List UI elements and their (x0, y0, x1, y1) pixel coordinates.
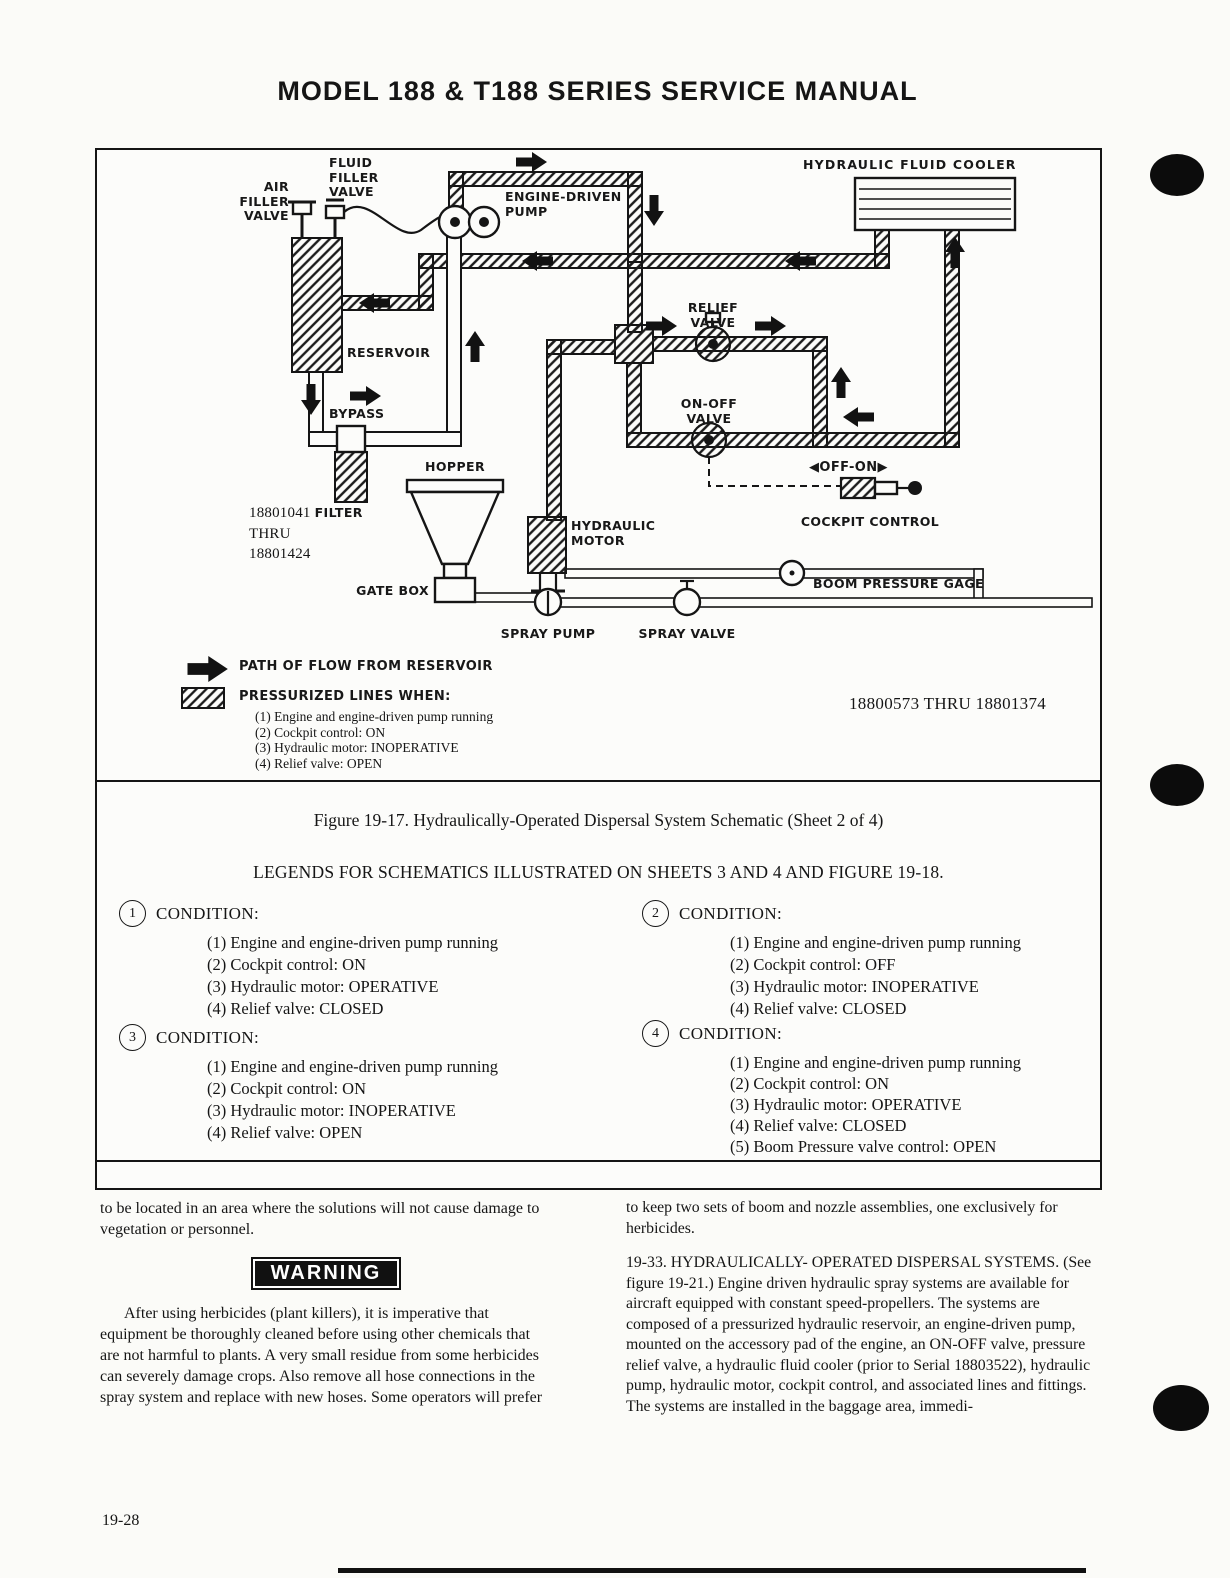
condition-item: (4) Relief valve: OPEN (207, 1123, 363, 1142)
legend-item: (1) Engine and engine-driven pump running (255, 709, 494, 724)
label-hydraulic-motor (571, 519, 655, 548)
label-line: HYDRAULIC (571, 518, 656, 533)
label-line: AIR (263, 179, 289, 194)
engine-driven-pump-shape (439, 206, 499, 238)
paragraph: to be located in an area where the solutions will not cause damage to vegetation or personnel. (100, 1200, 540, 1238)
label-on-off-valve (667, 397, 751, 426)
registration-mark (1150, 764, 1204, 806)
paragraph: 19-33. HYDRAULICALLY- OPERATED DISPERSAL SYSTEMS. (See figure 19-21.) Engine driven hydraulic spray systems are available for aircraft equipped with constant speed-propellers. The systems are composed of a pressurized hydraulic reservoir, an engine-driven pump, mounted on the accessory pad of the engine, an ON-OFF valve, pressure relief valve, a hydraulic fluid cooler (prior to Serial 18803522), hydraulic pump, hydraulic motor, cockpit control, and associated lines and fittings. The systems are installed in the baggage area, immedi- (626, 1254, 1092, 1415)
registration-mark (1150, 154, 1204, 196)
condition-item: (3) Hydraulic motor: OPERATIVE (207, 977, 439, 996)
label-hopper: HOPPER (425, 459, 485, 474)
label-boom-pressure-gage: BOOM PRESSURE GAGE (813, 576, 984, 591)
label-line: VALVE (690, 314, 736, 330)
label-line: FLUID (329, 155, 373, 170)
condition-block-1 (119, 900, 498, 1020)
label-line: ON-OFF (680, 396, 738, 411)
filter-word: FILTER (314, 505, 363, 520)
figure-legend-panel (95, 780, 1102, 1190)
bypass-shape (337, 426, 365, 452)
filter-serial-bottom: 18801424 (249, 546, 311, 562)
condition-number-badge: 3 (119, 1024, 146, 1051)
label-fluid-filler-valve (329, 156, 399, 200)
spray-valve-shape (674, 581, 700, 615)
scan-edge-artifact (338, 1568, 1086, 1573)
condition-item: (2) Cockpit control: ON (207, 1079, 367, 1098)
body-column-right (626, 1198, 1106, 1417)
condition-item: (1) Engine and engine-driven pump running (730, 933, 1021, 952)
label-air-filler-valve (223, 180, 289, 224)
condition-head (119, 900, 498, 927)
label-reservoir: RESERVOIR (347, 345, 431, 360)
condition-item: (5) Boom Pressure valve control: OPEN (730, 1137, 997, 1156)
warning-badge: WARNING (251, 1257, 402, 1290)
label-hydraulic-fluid-cooler: HYDRAULIC FLUID COOLER (803, 157, 1017, 172)
legend-path-of-flow: PATH OF FLOW FROM RESERVOIR (239, 659, 493, 674)
condition-items (730, 932, 1021, 1020)
paragraph: to keep two sets of boom and nozzle assemblies, one exclusively for herbicides. (626, 1199, 1058, 1237)
filter-serial-top: 18801041 (249, 505, 311, 521)
cockpit-control-shape (841, 478, 922, 498)
condition-items (207, 1056, 498, 1144)
legend-flow-arrow-icon (188, 656, 228, 682)
label-line: VALVE (244, 208, 289, 223)
condition-item: (2) Cockpit control: OFF (730, 955, 896, 974)
condition-head (642, 900, 1021, 927)
label-engine-driven-pump (505, 190, 622, 219)
cooler-shape (855, 178, 1015, 230)
legend-item: (3) Hydraulic motor: INOPERATIVE (255, 740, 459, 755)
filter-thru: THRU (249, 526, 291, 542)
label-spray-pump: SPRAY PUMP (500, 626, 596, 641)
label-line: FILLER (239, 193, 289, 209)
schematic-svg (97, 150, 1100, 782)
condition-title: CONDITION: (679, 1023, 783, 1043)
label-filter-block (249, 504, 363, 563)
label-line: PUMP (505, 203, 548, 219)
registration-mark (1153, 1385, 1209, 1431)
paragraph: After using herbicides (plant killers), it is imperative that equipment be thoroughly cleaned before using other chemicals that are not harmful to plants. A very small residue from some herbicides can severely damage crops. Also remove all hose connections in the spray system and replace with new hoses. Some operators will prefer (100, 1305, 543, 1406)
label-bypass: BYPASS (329, 406, 385, 421)
label-gate-box: GATE BOX (356, 583, 429, 598)
condition-title: CONDITION: (156, 1027, 260, 1047)
figure-caption: Figure 19-17. Hydraulically-Operated Dispersal System Schematic (Sheet 2 of 4) (313, 810, 884, 830)
label-line: RELIEF (687, 300, 739, 315)
label-filter-serial (249, 504, 363, 522)
condition-item: (1) Engine and engine-driven pump running (207, 933, 498, 952)
condition-number-badge: 1 (119, 900, 146, 927)
legends-heading: LEGENDS FOR SCHEMATICS ILLUSTRATED ON SHEETS 3 AND 4 AND FIGURE 19-18. (253, 862, 944, 882)
legend-item: (4) Relief valve: OPEN (255, 755, 383, 771)
condition-item: (4) Relief valve: CLOSED (730, 999, 907, 1018)
condition-number-badge: 2 (642, 900, 669, 927)
label-line: VALVE (329, 184, 374, 199)
label-line: VALVE (686, 410, 732, 426)
schematic-figure (95, 148, 1102, 784)
legend-item: (2) Cockpit control: ON (255, 724, 386, 740)
condition-title: CONDITION: (679, 903, 783, 923)
condition-block-4 (642, 1020, 1021, 1157)
label-relief-valve (671, 301, 755, 330)
label-off-on: ◀OFF-ON▶ (809, 460, 888, 475)
legend-pressurized-items (255, 709, 493, 771)
condition-head (119, 1024, 498, 1051)
condition-item: (1) Engine and engine-driven pump running (207, 1057, 498, 1076)
label-line: FILLER (329, 169, 379, 185)
condition-item: (1) Engine and engine-driven pump running (730, 1053, 1021, 1072)
condition-item: (4) Relief valve: CLOSED (730, 1116, 907, 1135)
legend-pressurized-title: PRESSURIZED LINES WHEN: (239, 689, 451, 704)
boom-pressure-gage-shape (780, 561, 804, 585)
condition-block-3 (119, 1024, 498, 1144)
condition-item: (3) Hydraulic motor: OPERATIVE (730, 1095, 962, 1114)
condition-block-2 (642, 900, 1021, 1020)
condition-item: (2) Cockpit control: ON (207, 955, 367, 974)
page-title: MODEL 188 & T188 SERIES SERVICE MANUAL (277, 76, 918, 106)
label-line: ENGINE-DRIVEN (505, 189, 622, 204)
hydraulic-motor-shape (528, 517, 566, 591)
condition-item: (4) Relief valve: CLOSED (207, 999, 384, 1018)
label-spray-valve: SPRAY VALVE (638, 626, 736, 641)
condition-item: (3) Hydraulic motor: INOPERATIVE (207, 1101, 456, 1120)
pressurized-swatch-icon (182, 688, 224, 708)
condition-head (642, 1020, 1021, 1047)
label-line: MOTOR (571, 532, 625, 548)
condition-item: (2) Cockpit control: ON (730, 1074, 890, 1093)
body-column-left (100, 1198, 552, 1408)
condition-item: (3) Hydraulic motor: INOPERATIVE (730, 977, 979, 996)
condition-items (207, 932, 498, 1020)
on-off-valve-shape (692, 423, 726, 457)
panel-divider (97, 1160, 1100, 1162)
serial-range-note: 18800573 THRU 18801374 (849, 694, 1047, 713)
filter-shape (335, 452, 367, 502)
label-cockpit-control: COCKPIT CONTROL (800, 514, 940, 529)
page-number: 19-28 (102, 1512, 140, 1529)
condition-items (730, 1052, 1021, 1157)
condition-number-badge: 4 (642, 1020, 669, 1047)
condition-title: CONDITION: (156, 903, 260, 923)
